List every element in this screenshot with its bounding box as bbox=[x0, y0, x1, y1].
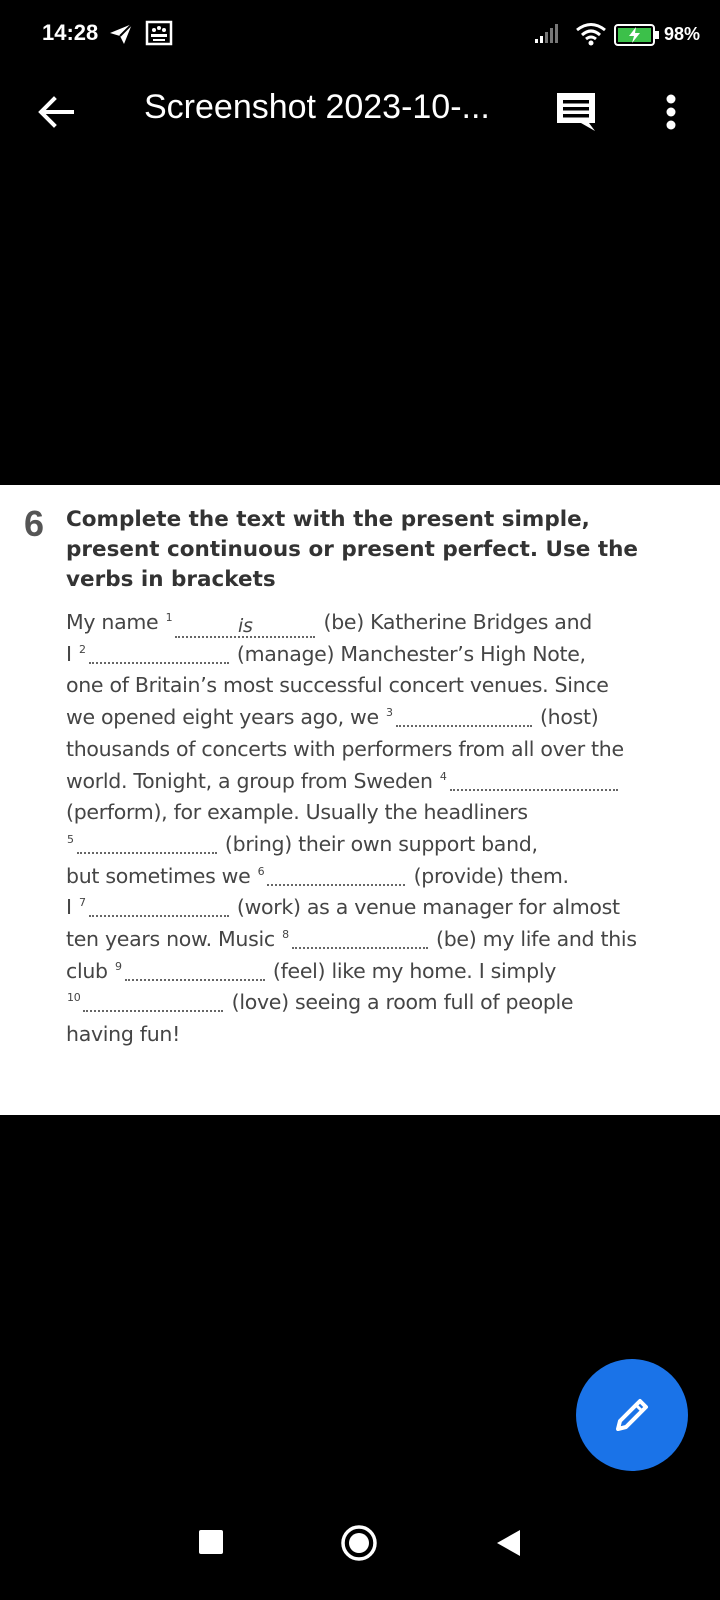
text-line: (host) bbox=[533, 705, 599, 730]
text-line: (bring) their own support band, bbox=[218, 831, 538, 856]
text-line: having fun! bbox=[66, 1022, 181, 1047]
blank-number: 1 bbox=[165, 611, 173, 624]
answer-blank bbox=[267, 864, 405, 886]
blank-number: 6 bbox=[257, 864, 265, 878]
recents-square-icon bbox=[198, 1529, 224, 1555]
comment-icon bbox=[555, 91, 597, 133]
battery-charging-icon bbox=[614, 24, 660, 50]
exercise-text bbox=[66, 607, 666, 1051]
send-icon bbox=[108, 22, 134, 50]
app-bar bbox=[0, 70, 720, 150]
signal-icon bbox=[535, 24, 563, 48]
home-circle-icon bbox=[340, 1524, 378, 1562]
back-triangle-icon bbox=[494, 1528, 522, 1558]
text-line: (feel) like my home. I simply bbox=[266, 958, 557, 983]
recents-button[interactable] bbox=[198, 1529, 224, 1559]
answer-blank bbox=[396, 705, 532, 727]
text-line: thousands of concerts with performers from all over the bbox=[66, 736, 624, 761]
answer-blank bbox=[89, 642, 229, 664]
blank-number: 8 bbox=[282, 928, 289, 942]
blank-number: 2 bbox=[78, 642, 86, 656]
more-options-button[interactable] bbox=[645, 86, 697, 138]
blank-number: 9 bbox=[115, 959, 122, 973]
text-line: My name bbox=[66, 610, 165, 634]
edit-button[interactable] bbox=[576, 1359, 688, 1471]
text-line: (manage) Manchester’s High Note, bbox=[230, 641, 586, 666]
blank-number: 7 bbox=[78, 896, 86, 910]
answer-blank bbox=[450, 769, 618, 791]
text-line: we opened eight years ago, we bbox=[66, 705, 386, 730]
answer-blank bbox=[77, 832, 217, 854]
blank-number: 5 bbox=[67, 832, 74, 846]
home-button[interactable] bbox=[340, 1524, 378, 1566]
text-line: (provide) them. bbox=[407, 863, 569, 888]
text-line: but sometimes we bbox=[66, 863, 257, 888]
text-line: I bbox=[66, 641, 78, 666]
answer-blank bbox=[292, 927, 428, 949]
answer-blank bbox=[83, 990, 223, 1012]
text-line: one of Britain’s most successful concert venues. Since bbox=[66, 673, 609, 698]
battery-level: 98% bbox=[664, 24, 701, 44]
blank-number: 3 bbox=[386, 706, 393, 720]
back-arrow-icon bbox=[38, 96, 74, 128]
exercise-number: 6 bbox=[24, 503, 45, 544]
text-line: (work) as a venue manager for almost bbox=[230, 895, 620, 920]
blank-number: 10 bbox=[67, 991, 81, 1005]
text-line: (perform), for example. Usually the headliners bbox=[66, 800, 528, 825]
system-nav-bar bbox=[0, 1505, 720, 1600]
document-title: Screenshot 2023-10-... bbox=[144, 88, 490, 126]
text-line: (be) my life and this bbox=[429, 927, 637, 952]
edit-pencil-icon bbox=[612, 1395, 652, 1435]
text-line: world. Tonight, a group from Sweden bbox=[66, 768, 439, 793]
nav-back-button[interactable] bbox=[494, 1528, 522, 1562]
comment-button[interactable] bbox=[550, 86, 602, 138]
text-line: club bbox=[66, 958, 114, 983]
more-vert-icon bbox=[665, 94, 677, 130]
answer-blank bbox=[89, 895, 229, 917]
screenshot-image[interactable] bbox=[0, 485, 720, 1115]
text-line: (be) Katherine Bridges and bbox=[317, 610, 592, 634]
example-answer: is bbox=[175, 616, 315, 638]
back-button[interactable] bbox=[30, 86, 82, 138]
text-line: I bbox=[66, 895, 78, 920]
status-bar bbox=[0, 0, 720, 70]
answer-blank bbox=[125, 959, 265, 981]
text-line: (love) seeing a room full of people bbox=[225, 990, 574, 1015]
text-line: ten years now. Music bbox=[66, 927, 282, 952]
status-time: 14:28 bbox=[42, 20, 99, 45]
wifi-icon bbox=[575, 22, 607, 50]
notification-icon bbox=[145, 20, 173, 50]
exercise-heading: Complete the text with the present simple, present continuous or present perfect. Use the verbs in brackets bbox=[66, 507, 639, 592]
blank-number: 4 bbox=[439, 769, 447, 783]
